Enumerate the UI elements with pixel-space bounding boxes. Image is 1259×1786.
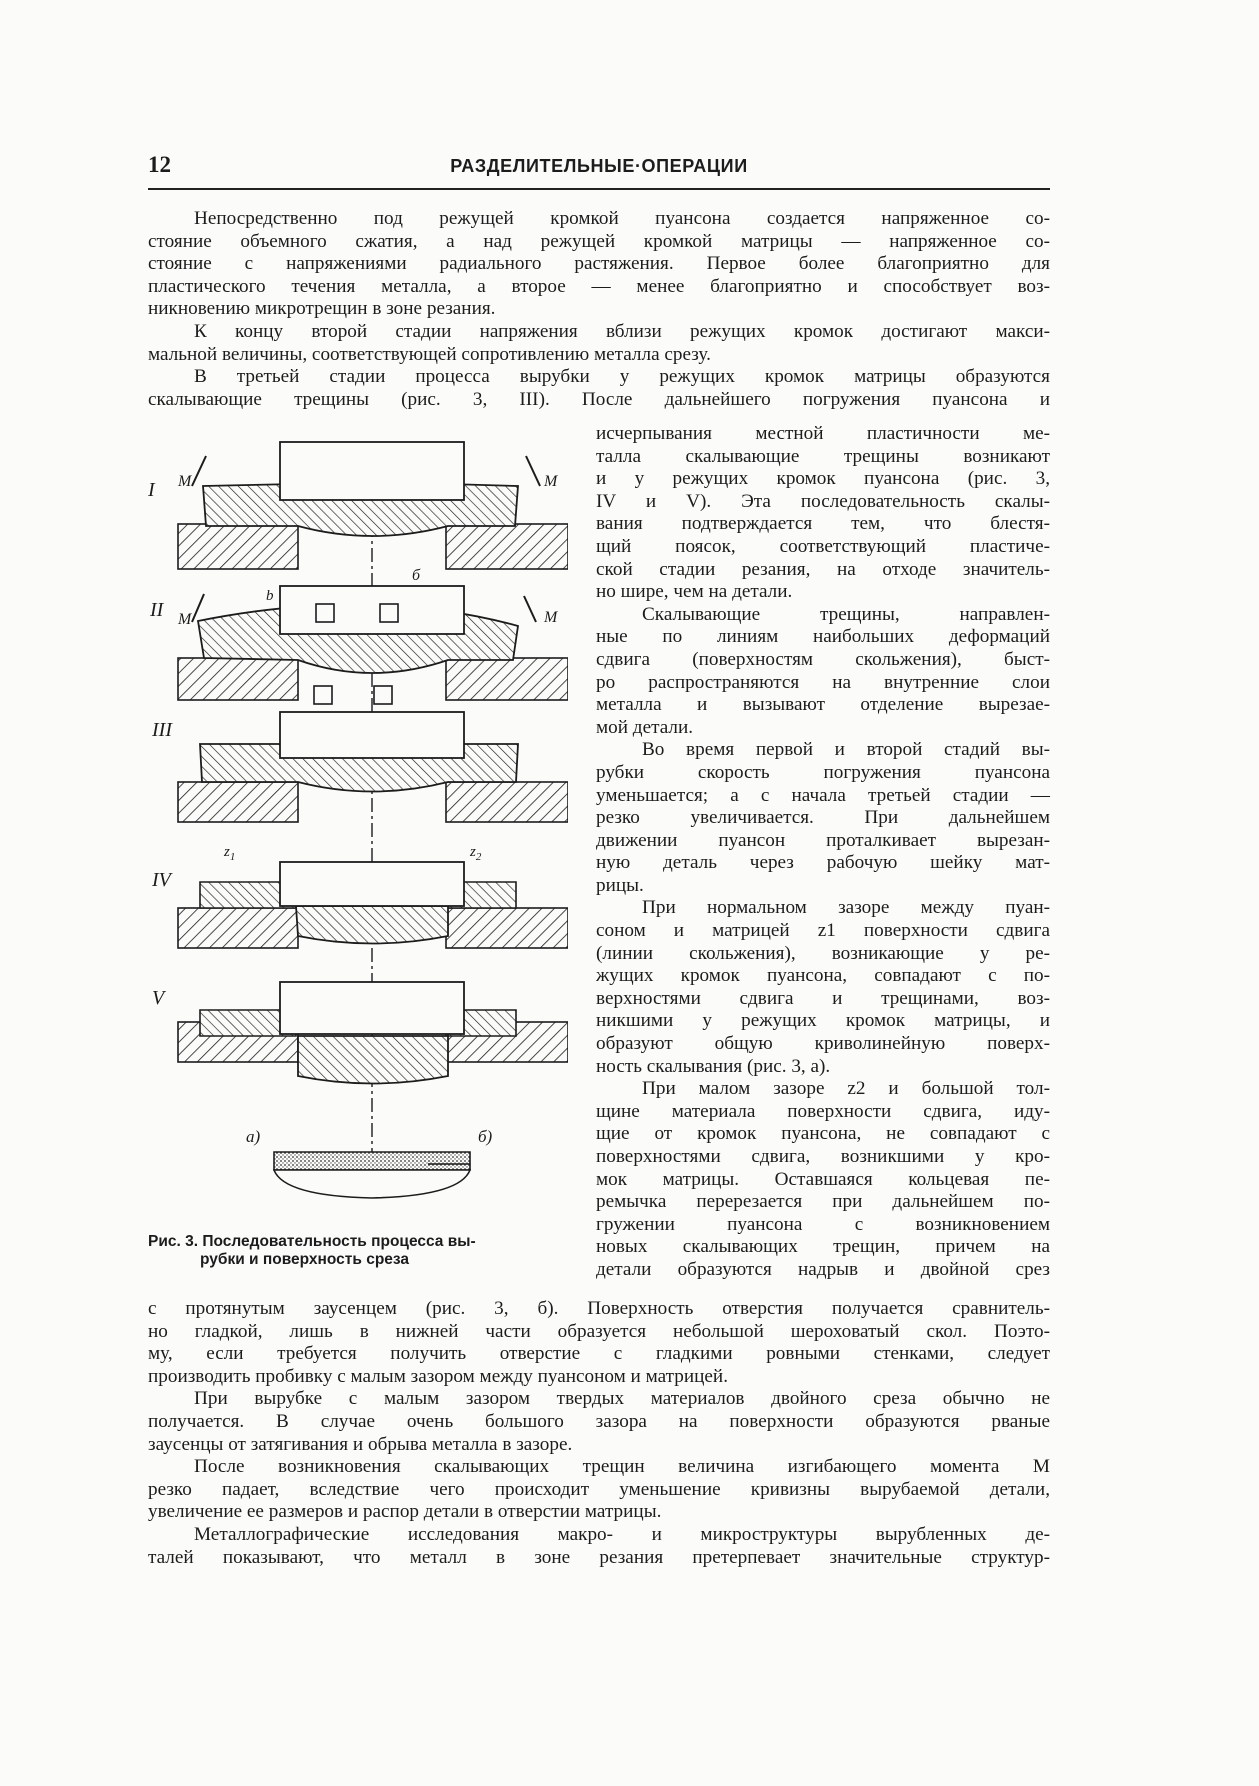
gap-label-z1-subscript: 1 xyxy=(229,851,236,863)
punch xyxy=(280,442,464,500)
text-line: сдвига (поверхностям скольжения), быст- xyxy=(596,648,1050,670)
text-line: ные по линиям наибольших деформаций xyxy=(596,626,1050,648)
text-line: исчерпывания местной пластичности ме- xyxy=(596,423,1050,444)
figure-caption xyxy=(148,1233,568,1269)
burnished-zone xyxy=(274,1170,470,1198)
arrow-icon xyxy=(526,456,540,486)
die-right xyxy=(446,658,568,700)
text-block-bottom xyxy=(148,1298,1050,1569)
text-line: металла и вызывают отделение вырезае- xyxy=(596,694,1050,716)
text-line: вания подтверждается тем, что блестя- xyxy=(596,513,1050,535)
stress-cube-icon xyxy=(314,686,332,704)
figure-3-diagram xyxy=(148,436,568,1226)
text-line: талла скалывающие трещины возникают xyxy=(596,445,1050,467)
moment-label: M xyxy=(178,473,192,490)
moment-label: M xyxy=(178,611,192,628)
text-line: Скалывающие трещины, направлен- xyxy=(642,603,1050,625)
text-line: но шире, чем на детали. xyxy=(596,581,793,603)
stress-cube-icon xyxy=(374,686,392,704)
page-header xyxy=(148,152,1050,190)
stage-label: I xyxy=(148,479,155,501)
caption-line: Рис. 3. Последовательность процесса вы- xyxy=(148,1233,476,1250)
text-line: щий поясок, соответствующий пластиче- xyxy=(596,535,1050,557)
text-line: После возникновения скалывающих трещин величина изгибающего момента M xyxy=(194,1456,1050,1478)
gap-label-z2-letter: z xyxy=(470,844,476,860)
text-line: получается. В случае очень большого зазора на поверхности образуются рваные xyxy=(148,1410,1050,1432)
text-line: рубки скорость погружения пуансона xyxy=(596,761,1050,783)
text-block-right xyxy=(596,423,1050,1282)
running-title: РАЗДЕЛИТЕЛЬНЫЕ·ОПЕРАЦИИ xyxy=(450,156,748,176)
punch xyxy=(280,586,464,634)
text-line: с протянутым заусенцем (рис. 3, б). Поверхность отверстия получается сравнитель- xyxy=(148,1298,1050,1319)
text-line: щине материала поверхности сдвига, иду- xyxy=(596,1100,1050,1122)
text-line: скалывающие трещины (рис. 3, III). После дальнейшего погружения пуансона и xyxy=(148,388,1050,410)
text-line: и у режущих кромок пуансона (рис. 3, xyxy=(596,468,1050,490)
text-line: При малом зазоре z2 и большой тол- xyxy=(642,1078,1050,1100)
workpiece xyxy=(296,906,448,944)
moment-label: M xyxy=(544,473,558,490)
part-b-label: б) xyxy=(478,1127,493,1146)
moment-label: M xyxy=(544,609,558,626)
part-a-label: а) xyxy=(246,1127,261,1146)
stage-1 xyxy=(148,442,568,569)
text-line: талей показывают, что металл в зоне резания претерпевает значительные структур- xyxy=(148,1546,1050,1568)
gap-label-z1 xyxy=(223,844,235,863)
text-line: мой детали. xyxy=(596,716,694,738)
gap-label-z2 xyxy=(469,844,482,863)
gap-label-z2-subscript: 2 xyxy=(475,851,482,863)
die-left xyxy=(178,908,298,948)
text-line: щие от кромок пуансона, не совпадают с xyxy=(596,1123,1050,1145)
text-line: ность скалывания (рис. 3, а). xyxy=(596,1055,831,1077)
text-line: уменьшается; а с начала третьей стадии — xyxy=(596,784,1050,806)
gap-label-z1-letter: z xyxy=(224,844,230,860)
text-line: резко падает, вследствие чего происходит уменьшение кривизны вырубаемой детали, xyxy=(148,1478,1050,1500)
text-line: мальной величины, соответствующей сопротивлению металла срезу. xyxy=(148,343,711,365)
text-line: детали образуются надрыв и двойной срез xyxy=(596,1258,1050,1280)
text-line: заусенцы от затягивания и обрыва металла в зазоре. xyxy=(148,1433,573,1455)
caption-line: рубки и поверхность среза xyxy=(200,1251,410,1268)
text-line: никшими у режущих кромок матрицы, и xyxy=(596,1010,1050,1032)
text-line: поверхностями сдвига, возникшими у кро- xyxy=(596,1146,1050,1167)
text-line: пластического течения металла, а второе — менее благоприятно и способствует воз- xyxy=(148,275,1050,297)
arrow-icon xyxy=(192,594,204,622)
rough-zone xyxy=(274,1152,470,1170)
cut-surface xyxy=(246,1127,493,1198)
stage-2 xyxy=(149,567,568,704)
cube-label: б xyxy=(412,567,421,584)
workpiece xyxy=(298,1036,448,1084)
gap-label-b: b xyxy=(266,588,274,604)
die-right xyxy=(446,908,568,948)
text-line: стояние объемного сжатия, а над режущей кромкой матрицы — напряженное со- xyxy=(148,230,1050,252)
stress-cube-icon xyxy=(316,604,334,622)
die-right xyxy=(446,524,568,569)
text-line: В третьей стадии процесса вырубки у режущих кромок матрицы образуются xyxy=(194,366,1050,388)
text-line: верхностями сдвига и трещинами, воз- xyxy=(596,987,1050,1009)
die-left xyxy=(178,524,298,569)
text-line: гружении пуансона с возникновением xyxy=(596,1213,1050,1235)
stress-cube-icon xyxy=(380,604,398,622)
text-line: резко увеличивается. При дальнейшем xyxy=(596,807,1050,829)
text-line: ской стадии резания, на отходе значитель- xyxy=(596,558,1050,580)
text-line: ро распространяются на внутренние слои xyxy=(596,671,1050,693)
die-left xyxy=(178,658,298,700)
text-line: производить пробивку с малым зазором между пуансоном и матрицей. xyxy=(148,1365,728,1387)
die-right xyxy=(446,782,568,822)
text-line: но гладкой, лишь в нижней части образуется небольшой шероховатый скол. Поэто- xyxy=(148,1320,1050,1342)
text-line: образуют общую криволинейную поверх- xyxy=(596,1033,1050,1055)
punch xyxy=(280,862,464,906)
text-line: му, если требуется получить отверстие с гладкими ровными стенками, следует xyxy=(148,1343,1050,1365)
stage-label: IV xyxy=(152,869,171,891)
text-line: увеличение ее размеров и распор детали в отверстии матрицы. xyxy=(148,1501,662,1523)
text-line: соном и матрицей z1 поверхности сдвига xyxy=(596,920,1050,942)
text-block-top xyxy=(148,208,1050,411)
text-line: стояние с напряжениями радиального растяжения. Первое более благоприятно для xyxy=(148,253,1050,275)
stage-label: II xyxy=(150,599,164,621)
text-line: Металлографические исследования макро- и микроструктуры вырубленных де- xyxy=(194,1523,1050,1545)
text-line: При нормальном зазоре между пуан- xyxy=(642,897,1050,919)
text-line: ную деталь через рабочую шейку мат- xyxy=(596,852,1050,874)
text-line: ремычка перерезается при дальнейшем по- xyxy=(596,1191,1050,1213)
stage-5 xyxy=(152,982,568,1084)
text-line: Во время первой и второй стадий вы- xyxy=(642,739,1050,761)
stage-3 xyxy=(151,712,568,822)
stage-label: V xyxy=(152,987,165,1009)
text-line: никновению микротрещин в зоне резания. xyxy=(148,298,496,320)
text-line: IV и V). Эта последовательность скалы- xyxy=(596,490,1050,512)
arrow-icon xyxy=(192,456,206,486)
die-left xyxy=(178,782,298,822)
text-line: К концу второй стадии напряжения вблизи режущих кромок достигают макси- xyxy=(194,320,1050,342)
text-line: жущих кромок пуансона, совпадают с по- xyxy=(596,965,1050,987)
text-line: Непосредственно под режущей кромкой пуансона создается напряженное со- xyxy=(194,208,1050,229)
text-line: новых скалывающих трещин, причем на xyxy=(596,1236,1050,1258)
arrow-icon xyxy=(524,596,536,622)
text-line: мок матрицы. Оставшаяся кольцевая пе- xyxy=(596,1168,1050,1190)
text-line: (линии скольжения), возникающие у ре- xyxy=(596,942,1050,964)
text-line: рицы. xyxy=(596,874,644,896)
text-line: При вырубке с малым зазором твердых материалов двойного среза обычно не xyxy=(194,1388,1050,1410)
punch xyxy=(280,712,464,758)
page-number: 12 xyxy=(148,152,171,177)
stage-label: III xyxy=(152,719,172,741)
punch xyxy=(280,982,464,1034)
text-line: движении пуансон проталкивает вырезан- xyxy=(596,829,1050,851)
stage-4 xyxy=(151,844,568,948)
